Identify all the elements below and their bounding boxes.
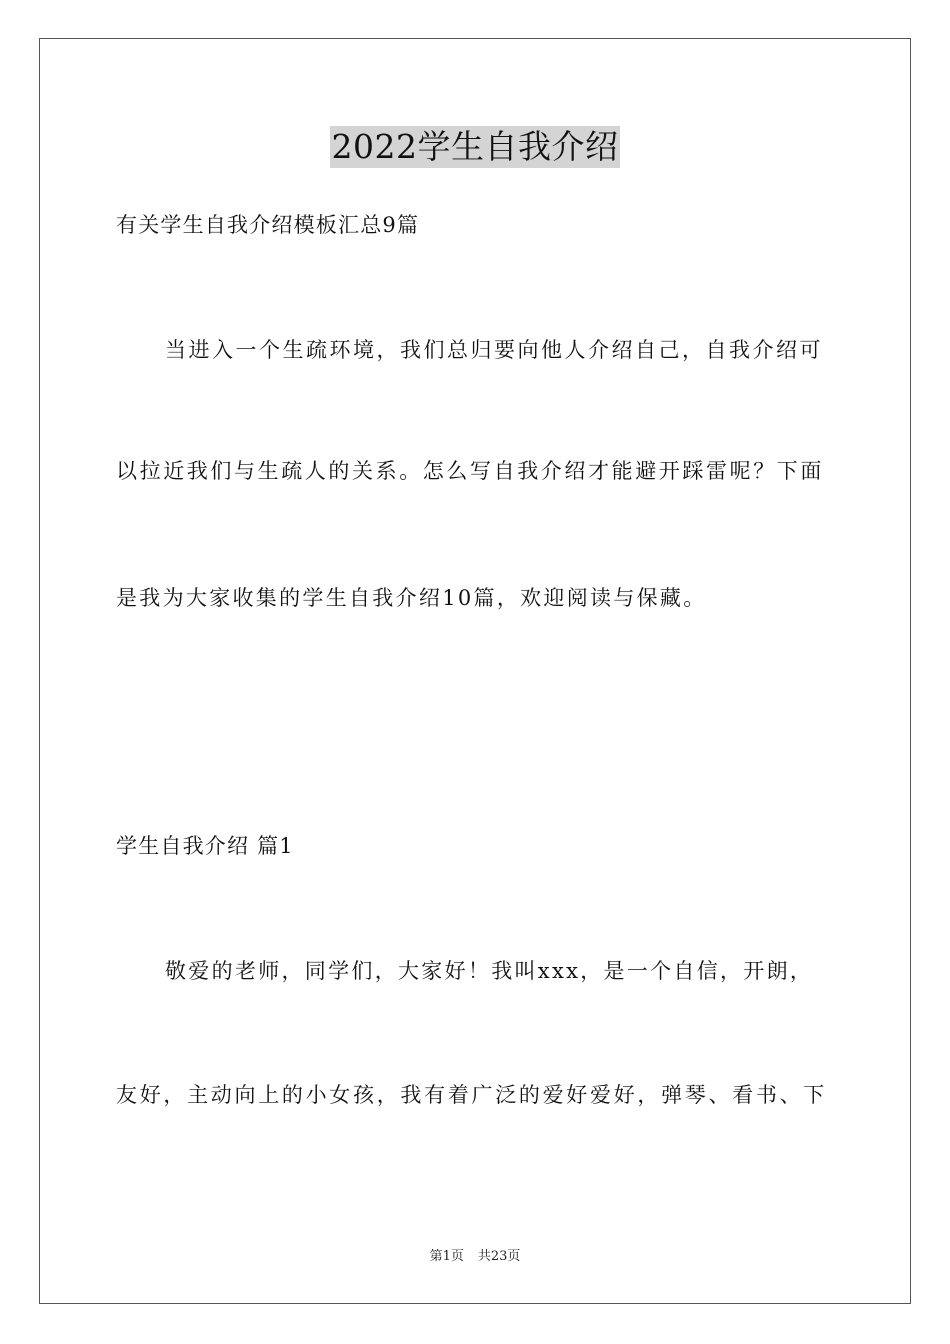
intro-paragraph-line: 当进入一个生疏环境，我们总归要向他人介绍自己，自我介绍可 bbox=[165, 338, 823, 362]
section-paragraph-line: 友好，主动向上的小女孩，我有着广泛的爱好爱好，弹琴、看书、下 bbox=[116, 1083, 827, 1107]
section-heading: 学生自我介绍 篇1 bbox=[116, 834, 294, 858]
document-subtitle: 有关学生自我介绍模板汇总9篇 bbox=[116, 213, 420, 237]
document-title: 2022学生自我介绍 bbox=[331, 127, 619, 166]
section-paragraph-line: 敬爱的老师，同学们，大家好！我叫xxx，是一个自信，开朗， bbox=[165, 959, 814, 983]
intro-paragraph-line: 是我为大家收集的学生自我介绍10篇，欢迎阅读与保藏。 bbox=[116, 586, 707, 610]
page-total: 共23页 bbox=[477, 1249, 521, 1264]
page-footer bbox=[0, 1248, 950, 1266]
title-container bbox=[0, 126, 950, 168]
intro-paragraph-line: 以拉近我们与生疏人的关系。怎么写自我介绍才能避开踩雷呢？下面 bbox=[116, 459, 824, 483]
page-number: 第1页 bbox=[429, 1249, 464, 1264]
